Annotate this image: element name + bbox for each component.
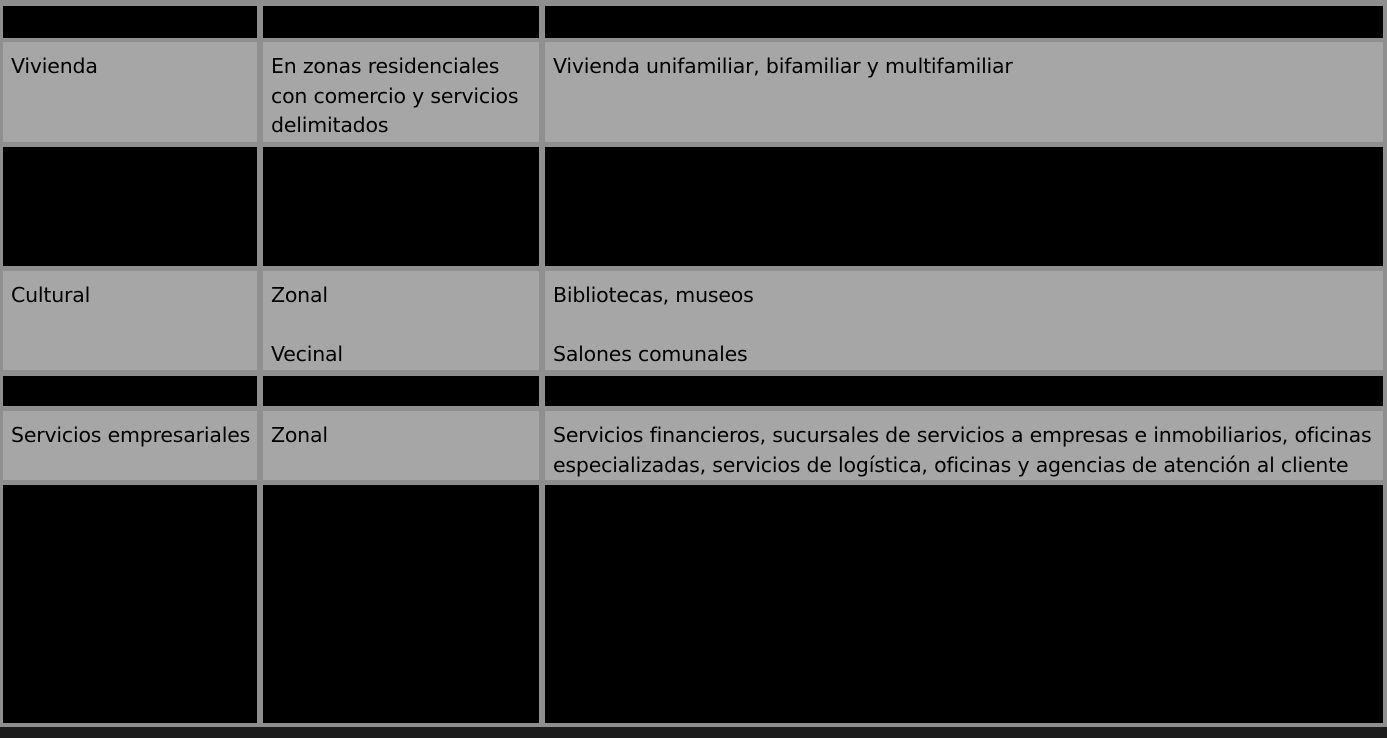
table-cell bbox=[545, 485, 1383, 723]
table-cell bbox=[263, 6, 539, 38]
table-cell bbox=[263, 485, 539, 723]
table-cell-scale-vivienda: En zonas residenciales con comercio y servicios delimitados bbox=[263, 42, 539, 142]
table-cell-use-servicios-empresariales: Servicios empresariales bbox=[3, 411, 257, 480]
table-cell bbox=[3, 485, 257, 723]
table-cell bbox=[545, 147, 1383, 266]
table-cell-description-servicios-empresariales: Servicios financieros, sucursales de servicios a empresas e inmobiliarios, oficinas especializadas, servicios de logística, oficinas y agencias de atención al cliente bbox=[545, 411, 1383, 480]
table-cell bbox=[545, 376, 1383, 406]
table-cell-use-vivienda: Vivienda bbox=[3, 42, 257, 142]
table-cell-description-cultural: Bibliotecas, museos Salones comunales bbox=[545, 271, 1383, 370]
table-cell bbox=[263, 147, 539, 266]
table-cell-use-cultural: Cultural bbox=[3, 271, 257, 370]
table-cell-scale-servicios-empresariales: Zonal bbox=[263, 411, 539, 480]
table-cell bbox=[3, 376, 257, 406]
table-cell bbox=[3, 147, 257, 266]
table-bottom-edge bbox=[0, 727, 1387, 738]
table-cell bbox=[3, 6, 257, 38]
table-cell bbox=[263, 376, 539, 406]
table-cell-description-vivienda: Vivienda unifamiliar, bifamiliar y multifamiliar bbox=[545, 42, 1383, 142]
table-cell bbox=[545, 6, 1383, 38]
table-cell-scale-cultural: Zonal Vecinal bbox=[263, 271, 539, 370]
